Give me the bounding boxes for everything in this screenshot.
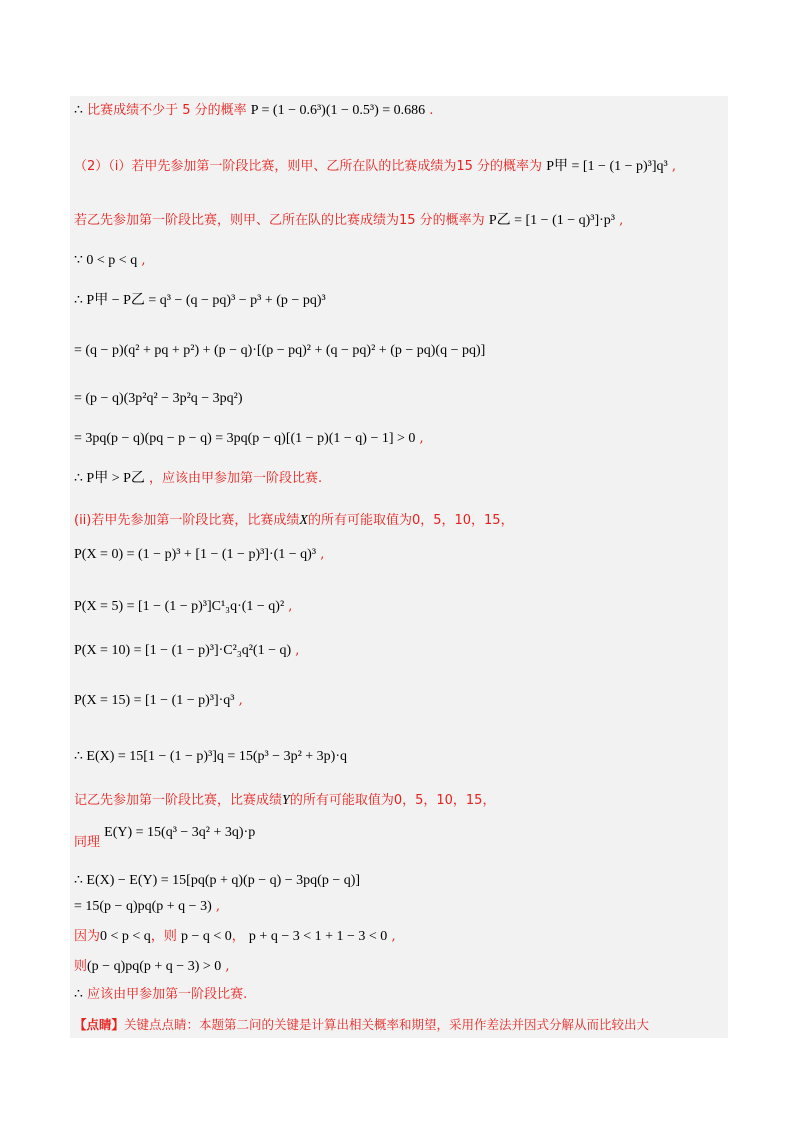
line-19 bbox=[74, 898, 220, 916]
prob-x0-formula: P(X = 0) = (1 − p)³ + [1 − (1 − p)³]·(1 − q)³ bbox=[74, 547, 317, 562]
punctuation: , bbox=[238, 693, 243, 708]
statement-text: 的所有可能取值为0，5，10，15， bbox=[307, 513, 514, 528]
punctuation: , bbox=[141, 253, 146, 268]
line-17 bbox=[74, 824, 256, 850]
difference-formula: ∴ P甲 − P乙 = q³ − (q − pq)³ − p³ + (p − pq)³ bbox=[74, 293, 326, 308]
punctuation: , bbox=[295, 643, 300, 658]
line-5 bbox=[74, 292, 326, 310]
line-22 bbox=[74, 986, 247, 1004]
punctuation: , bbox=[391, 929, 396, 944]
line-20 bbox=[74, 928, 396, 946]
prob-x10-formula: P(X = 10) = [1 − (1 − p)³]·C²₃q²(1 − q) bbox=[74, 643, 292, 658]
line-7 bbox=[74, 390, 243, 408]
prob-x15-formula: P(X = 15) = [1 − (1 − p)³]·q³ bbox=[74, 693, 235, 708]
statement-text: 同理 bbox=[74, 835, 101, 850]
statement-text: 则 bbox=[74, 959, 88, 974]
answer-panel bbox=[70, 96, 728, 1038]
factored-formula: = 3pq(p − q)(pq − p − q) = 3pq(p − q)[(1 − p)(1 − q) − 1] > 0 bbox=[74, 431, 416, 446]
line-4 bbox=[74, 252, 145, 270]
line-23 bbox=[74, 1016, 649, 1034]
therefore-symbol: ∴ bbox=[74, 987, 83, 1002]
punctuation: , bbox=[288, 599, 293, 614]
line-12 bbox=[74, 598, 292, 616]
therefore-symbol: ∴ bbox=[74, 103, 83, 118]
line-11 bbox=[74, 546, 324, 564]
conclusion-formula: ∴ P甲 > P乙 bbox=[74, 471, 145, 486]
condition-formula: ∵ 0 < p < q bbox=[74, 253, 138, 268]
comment-tag: 【点睛】 bbox=[74, 1017, 125, 1032]
line-1 bbox=[74, 102, 433, 120]
line-21 bbox=[74, 958, 230, 976]
variable-y: Y bbox=[282, 793, 290, 808]
probability-formula: P = (1 − 0.6³)(1 − 0.5³) = 0.686 bbox=[250, 103, 426, 118]
expectation-x-formula: ∴ E(X) = 15[1 − (1 − p)³]q = 15(p³ − 3p² + 3p)·q bbox=[74, 749, 347, 764]
line-13 bbox=[74, 642, 299, 660]
line-16 bbox=[74, 792, 495, 810]
statement-text: 因为 bbox=[74, 929, 101, 944]
prob-x5-formula: P(X = 5) = [1 − (1 − p)³]C¹₃q·(1 − q)² bbox=[74, 599, 285, 614]
line-10 bbox=[74, 512, 514, 530]
simplified-formula: = (p − q)(3p²q² − 3p²q − 3pq²) bbox=[74, 391, 243, 406]
punctuation: , bbox=[419, 431, 424, 446]
line-9 bbox=[74, 470, 322, 488]
line-14 bbox=[74, 692, 243, 710]
conclusion-text: ，应该由甲参加第一阶段比赛. bbox=[149, 471, 323, 486]
statement-text: 若乙先参加第一阶段比赛，则甲、乙所在队的比赛成绩为15 分的概率为 bbox=[74, 213, 485, 228]
condition-formula: 0 < p < q bbox=[100, 929, 151, 944]
statement-text: ，则 bbox=[150, 929, 177, 944]
formula-p-yi: P乙 = [1 − (1 − q)³]·p³ bbox=[488, 213, 616, 228]
line-18 bbox=[74, 872, 360, 890]
punctuation: ， bbox=[231, 929, 245, 944]
statement-text: （2）（i）若甲先参加第一阶段比赛，则甲、乙所在队的比赛成绩为15 分的概率为 bbox=[74, 159, 543, 174]
statement-text: (ii)若甲先参加第一阶段比赛，比赛成绩 bbox=[74, 513, 300, 528]
conclusion-text: 应该由甲参加第一阶段比赛. bbox=[87, 987, 248, 1002]
line-15 bbox=[74, 748, 347, 766]
factored-difference-formula: = 15(p − q)pq(p + q − 3) bbox=[74, 899, 212, 914]
variable-x: X bbox=[299, 513, 308, 528]
inequality-formula: p + q − 3 < 1 + 1 − 3 < 0 bbox=[248, 929, 388, 944]
comment-text: 关键点点睛：本题第二问的关键是计算出相关概率和期望，采用作差法并因式分解从而比较出大 bbox=[124, 1017, 650, 1032]
statement-text: 记乙先参加第一阶段比赛，比赛成绩 bbox=[74, 793, 283, 808]
product-formula: (p − q)pq(p + q − 3) > 0 bbox=[87, 959, 222, 974]
expectation-difference-formula: ∴ E(X) − E(Y) = 15[pq(p + q)(p − q) − 3pq(p − q)] bbox=[74, 873, 361, 888]
punctuation: , bbox=[671, 159, 676, 174]
punctuation: , bbox=[320, 547, 325, 562]
line-8 bbox=[74, 430, 424, 448]
inequality-formula: p − q < 0 bbox=[180, 929, 232, 944]
line-2 bbox=[74, 158, 676, 176]
punctuation: , bbox=[215, 899, 221, 914]
punctuation: , bbox=[619, 213, 624, 228]
punctuation: , bbox=[225, 959, 230, 974]
expansion-formula: = (q − p)(q² + pq + p²) + (p − q)·[(p − pq)² + (q − pq)² + (p − pq)(q − pq)] bbox=[74, 343, 486, 358]
line-6 bbox=[74, 342, 485, 360]
formula-p-jia: P甲 = [1 − (1 − p)³]q³ bbox=[546, 159, 668, 174]
statement-text: 的所有可能取值为0，5，10，15， bbox=[289, 793, 496, 808]
line-3 bbox=[74, 212, 623, 230]
punctuation: . bbox=[429, 103, 434, 118]
expectation-y-formula: E(Y) = 15(q³ − 3q² + 3q)·p bbox=[104, 825, 256, 840]
statement-text: 比赛成绩不少于 5 分的概率 bbox=[87, 103, 247, 118]
